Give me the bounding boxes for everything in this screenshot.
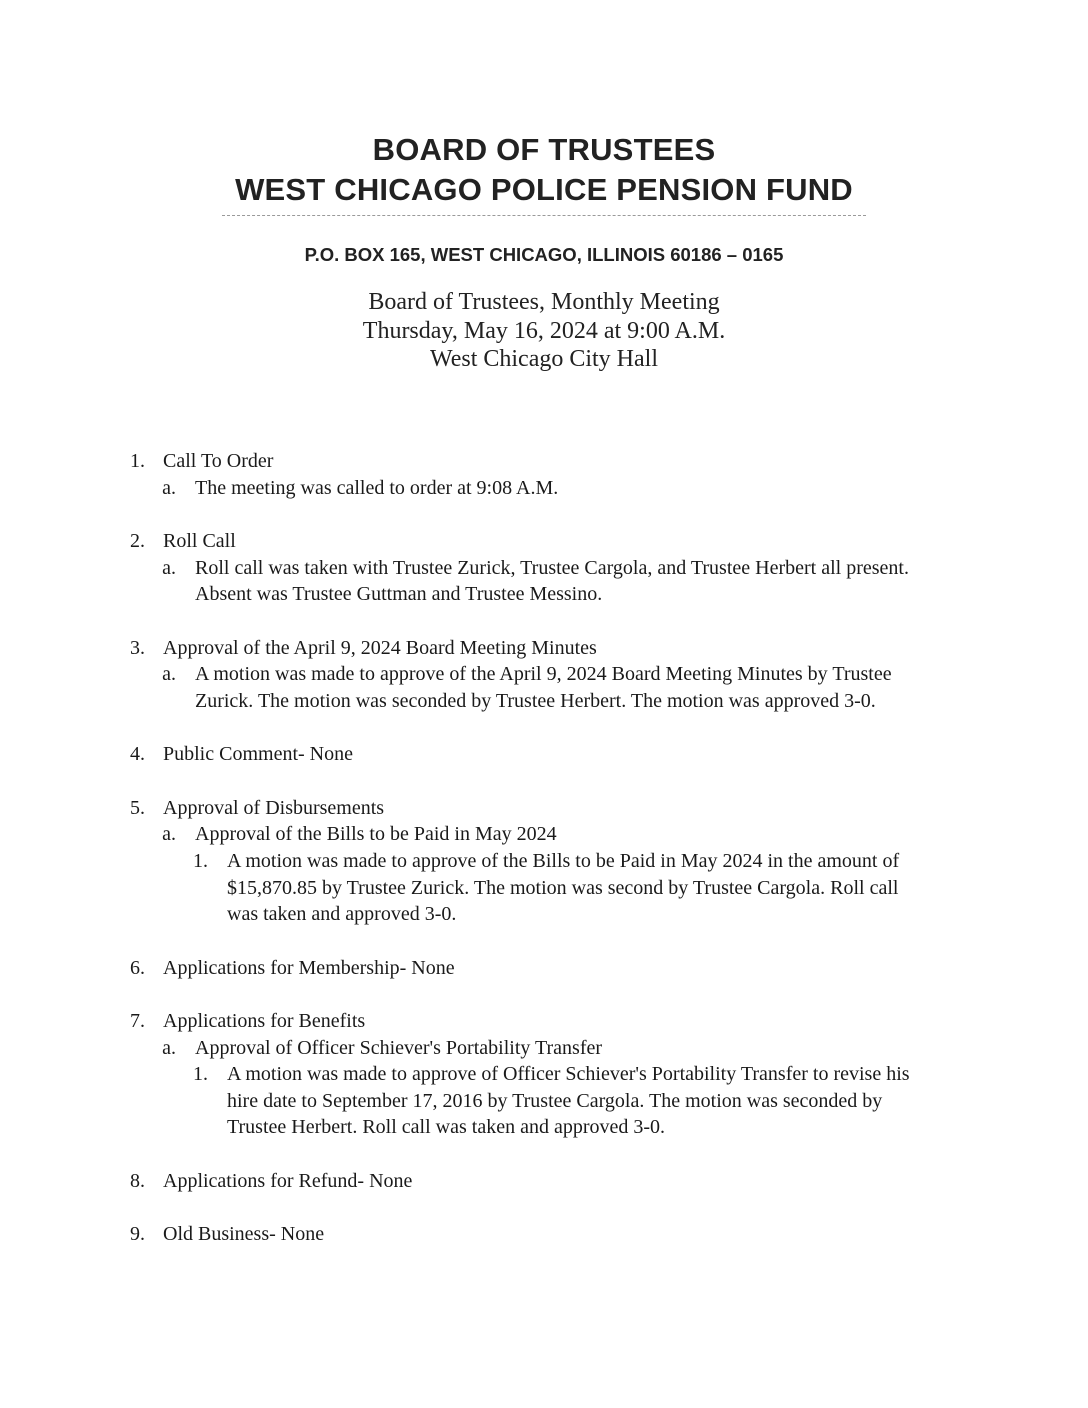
subitem-letter: a.	[162, 663, 176, 685]
subitem-text: Roll call was taken with Trustee Zurick, Trustee Cargola, and Trustee Herbert all present.	[195, 557, 909, 579]
item-title: Old Business- None	[163, 1223, 325, 1245]
subsubitem-number: 1.	[193, 1063, 208, 1085]
item-number: 9.	[130, 1223, 145, 1245]
mailing-address: P.O. BOX 165, WEST CHICAGO, ILLINOIS 60186 – 0165	[304, 244, 784, 265]
item-title: Applications for Refund- None	[163, 1170, 413, 1192]
title-fund-name: WEST CHICAGO POLICE PENSION FUND	[235, 172, 853, 207]
subsubitem-text: Trustee Herbert. Roll call was taken and approved 3-0.	[227, 1116, 666, 1138]
item-number: 2.	[130, 530, 145, 552]
item-number: 3.	[130, 637, 145, 659]
item-number: 8.	[130, 1170, 145, 1192]
item-title: Applications for Membership- None	[163, 957, 455, 979]
subitem-text: A motion was made to approve of the April 9, 2024 Board Meeting Minutes by Trustee	[195, 663, 892, 685]
item-title: Roll Call	[163, 530, 236, 552]
title-board-of-trustees: BOARD OF TRUSTEES	[372, 132, 716, 167]
subitem-letter: a.	[162, 477, 176, 499]
meeting-datetime: Thursday, May 16, 2024 at 9:00 A.M.	[362, 318, 726, 344]
header-divider	[222, 215, 866, 216]
item-title: Approval of Disbursements	[163, 797, 385, 819]
subsubitem-text: A motion was made to approve of Officer Schiever's Portability Transfer to revise his	[227, 1063, 910, 1085]
item-title: Public Comment- None	[163, 743, 353, 765]
subitem-text: Absent was Trustee Guttman and Trustee Messino.	[195, 583, 603, 605]
meeting-name: Board of Trustees, Monthly Meeting	[368, 289, 720, 315]
subsubitem-text: hire date to September 17, 2016 by Trustee Cargola. The motion was seconded by	[227, 1090, 883, 1112]
subitem-letter: a.	[162, 823, 176, 845]
item-number: 4.	[130, 743, 145, 765]
subitem-text: Zurick. The motion was seconded by Trustee Herbert. The motion was approved 3-0.	[195, 690, 876, 712]
subitem-text: The meeting was called to order at 9:08 A.M.	[195, 477, 559, 499]
meeting-location: West Chicago City Hall	[429, 346, 659, 372]
item-title: Applications for Benefits	[163, 1010, 366, 1032]
item-number: 6.	[130, 957, 145, 979]
subitem-letter: a.	[162, 1037, 176, 1059]
subitem-text: Approval of the Bills to be Paid in May 2024	[195, 823, 557, 845]
subsubitem-number: 1.	[193, 850, 208, 872]
item-number: 7.	[130, 1010, 145, 1032]
subitem-letter: a.	[162, 557, 176, 579]
item-title: Approval of the April 9, 2024 Board Meeting Minutes	[163, 637, 597, 659]
item-title: Call To Order	[163, 450, 274, 472]
subsubitem-text: was taken and approved 3-0.	[227, 903, 457, 925]
subsubitem-text: $15,870.85 by Trustee Zurick. The motion was second by Trustee Cargola. Roll call	[227, 877, 899, 899]
item-number: 5.	[130, 797, 145, 819]
item-number: 1.	[130, 450, 145, 472]
subitem-text: Approval of Officer Schiever's Portability Transfer	[195, 1037, 603, 1059]
subsubitem-text: A motion was made to approve of the Bills to be Paid in May 2024 in the amount of	[227, 850, 900, 872]
